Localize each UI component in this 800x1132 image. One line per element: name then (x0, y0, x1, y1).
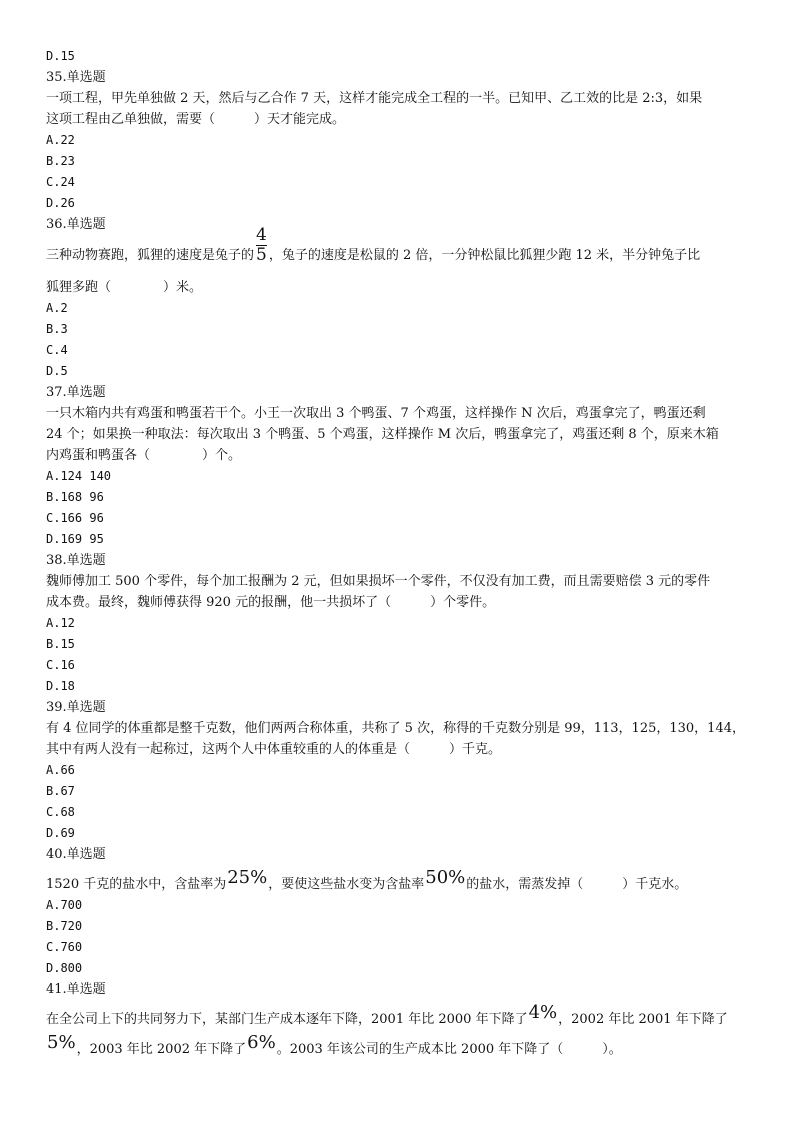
q38-option-b[interactable]: B.15 (46, 637, 75, 651)
q37-option-a[interactable]: A.124 140 (46, 469, 112, 483)
q41-percent-6: 6% (247, 1032, 276, 1053)
q37-stem-line1: 一只木箱内共有鸡蛋和鸭蛋若干个。小王一次取出 3 个鸭蛋、7 个鸡蛋，这样操作 N 次后，鸡蛋拿完了，鸭蛋还剩 (46, 406, 706, 421)
q35-option-a[interactable]: A.22 (46, 133, 75, 147)
q38-stem-line1: 魏师傅加工 500 个零件，每个加工报酬为 2 元，但如果损坏一个零件，不仅没有加工费，而且需要赔偿 3 元的零件 (46, 574, 711, 589)
q40-header: 40.单选题 (46, 847, 106, 862)
q35-option-d[interactable]: D.26 (46, 196, 75, 210)
q35-option-c[interactable]: C.24 (46, 175, 75, 189)
q40-percent-50: 50% (425, 867, 466, 888)
q39-option-d[interactable]: D.69 (46, 826, 75, 840)
q39-option-a[interactable]: A.66 (46, 763, 75, 777)
q38-stem-line2: 成本费。最终，魏师傅获得 920 元的报酬，他一共损坏了（ ）个零件。 (46, 595, 496, 610)
q36-option-d[interactable]: D.5 (46, 364, 68, 378)
q36-stem-part-b: ，兔子的速度是松鼠的 2 倍，一分钟松鼠比狐狸少跑 12 米，半分钟兔子比 (268, 248, 701, 263)
question-page (46, 46, 766, 1060)
q34-option-d[interactable]: D.15 (46, 49, 75, 63)
q39-stem-line1: 有 4 位同学的体重都是整千克数，他们两两合称体重，共称了 5 次，称得的千克数分别是 99，113，125，130，144， (46, 721, 745, 736)
q36-option-b[interactable]: B.3 (46, 322, 68, 336)
q39-header: 39.单选题 (46, 700, 106, 715)
q41-stem-part-a: 在全公司上下的共同努力下，某部门生产成本逐年下降，2001 年比 2000 年下降了 (46, 1012, 528, 1027)
q39-option-b[interactable]: B.67 (46, 784, 75, 798)
q41-header: 41.单选题 (46, 982, 106, 997)
q36-fraction-numerator: 4 (256, 225, 267, 245)
q35-option-b[interactable]: B.23 (46, 154, 75, 168)
q41-stem-part-d: 。2003 年该公司的生产成本比 2000 年下降了（ ）。 (276, 1042, 622, 1057)
q35-stem-line1: 一项工程，甲先单独做 2 天，然后与乙合作 7 天，这样才能完成全工程的一半。已知甲、乙工效的比是 2:3，如果 (46, 91, 703, 106)
q37-option-d[interactable]: D.169 95 (46, 532, 104, 546)
q39-option-c[interactable]: C.68 (46, 805, 75, 819)
q36-option-a[interactable]: A.2 (46, 301, 68, 315)
q36-fraction (256, 227, 267, 264)
q41-stem-line1 (46, 1000, 766, 1030)
q37-stem-line2: 24 个；如果换一种取法：每次取出 3 个鸭蛋、5 个鸡蛋，这样操作 M 次后，鸭蛋拿完了，鸡蛋还剩 8 个，原来木箱 (46, 427, 719, 442)
q38-option-d[interactable]: D.18 (46, 679, 75, 693)
q35-stem-line2: 这项工程由乙单独做，需要（ ）天才能完成。 (46, 112, 346, 127)
q40-stem-part-c: 的盐水，需蒸发掉（ ）千克水。 (466, 877, 688, 892)
q41-stem-line2 (46, 1030, 766, 1060)
q36-option-c[interactable]: C.4 (46, 343, 68, 357)
q37-header: 37.单选题 (46, 385, 106, 400)
q38-header: 38.单选题 (46, 553, 106, 568)
q40-option-b[interactable]: B.720 (46, 919, 83, 933)
q40-percent-25: 25% (227, 867, 268, 888)
q41-stem-part-b: ，2002 年比 2001 年下降了 (558, 1012, 728, 1027)
q36-stem-line2: 狐狸多跑（ ）米。 (46, 280, 203, 295)
q35-header: 35.单选题 (46, 70, 106, 85)
q40-option-c[interactable]: C.760 (46, 940, 83, 954)
q36-stem-line1 (46, 225, 766, 277)
q40-stem-part-b: ，要使这些盐水变为含盐率 (268, 877, 425, 892)
q40-stem-line1 (46, 865, 766, 895)
q41-percent-4: 4% (528, 1002, 558, 1023)
q39-stem-line2: 其中有两人没有一起称过，这两个人中体重较重的人的体重是（ ）千克。 (46, 742, 502, 757)
q36-header: 36.单选题 (46, 217, 106, 232)
q36-stem-part-a: 三种动物赛跑，狐狸的速度是兔子的 (46, 248, 255, 263)
q40-stem-part-a: 1520 千克的盐水中，含盐率为 (46, 877, 227, 892)
q41-percent-5: 5% (47, 1032, 76, 1053)
q38-option-a[interactable]: A.12 (46, 616, 75, 630)
q37-option-b[interactable]: B.168 96 (46, 490, 104, 504)
q41-stem-part-c: ，2003 年比 2002 年下降了 (76, 1042, 247, 1057)
q37-stem-line3: 内鸡蛋和鸭蛋各（ ）个。 (46, 448, 242, 463)
q38-option-c[interactable]: C.16 (46, 658, 75, 672)
q36-fraction-denominator: 5 (256, 245, 267, 265)
q37-option-c[interactable]: C.166 96 (46, 511, 104, 525)
q40-option-a[interactable]: A.700 (46, 898, 83, 912)
q40-option-d[interactable]: D.800 (46, 961, 83, 975)
